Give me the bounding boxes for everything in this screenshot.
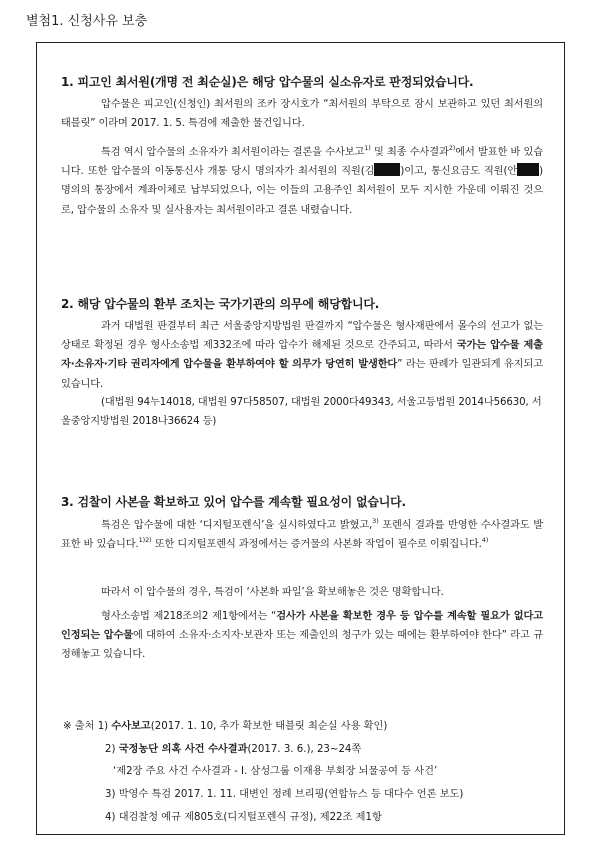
section-1-paragraph-2: 특검 역시 압수물의 소유자가 최서원이라는 결론을 수사보고$^{1)}$ 및 최종 수사결과$^{2)}$에서 발표한 바 있습니다. 또한 압수물의 이동통신사 개통 당시 명의자가 최서원의 직원(김 )이고, 통신요금도 직원(안 ) 명의의 통장에서 계좌이체로 납부되었으나, 이는 이들의 고용주인 최서원이 모두 지시한 가운데 이뤄진 것으로, 압수물의 소유자 및 실사용자는 최서원이라고 결론 내렸습니다. — [61, 144, 544, 216]
section-2-heading: 2. 해당 압수물의 환부 조치는 국가기관의 의무에 해당합니다. — [61, 297, 380, 311]
section-2-citations: (대법원 94누14018, 대법원 97다58507, 대법원 2000다49343, 서울고등법원 2014나56630, 서울중앙지방법원 2018나36624 등) — [61, 397, 542, 428]
note-3: 3) 박영수 특검 2017. 1. 11. 대변인 정례 브리핑(연합뉴스 등 대다수 언론 보도) — [105, 789, 464, 800]
section-1-heading: 1. 피고인 최서원(개명 전 최순실)은 해당 압수물의 실소유자로 판정되었습니다. — [61, 75, 474, 89]
note-1: ※ 출처 1) 수사보고(2017. 1. 10, 추가 확보한 태블릿 최순실 사용 확인) — [63, 721, 388, 732]
section-1-paragraph-1: 압수물은 피고인(신청인) 최서원의 조카 장시호가 “최서원의 부탁으로 잠시 보관하고 있던 최서원의 태블릿” 이라며 2017. 1. 5. 특검에 제출한 물건입니다. — [61, 99, 543, 130]
redaction-box — [517, 163, 539, 176]
section-3-heading: 3. 검찰이 사본을 확보하고 있어 압수를 계속할 필요성이 없습니다. — [61, 495, 406, 509]
redaction-box — [374, 163, 400, 176]
section-3-paragraph-1: 특검은 압수물에 대한 ‘디지털포렌식’을 실시하였다고 밝혔고,$^{3)}$ 포렌식 결과를 반영한 수사결과도 발표한 바 있습니다.$^{1)2)}$ 또한 디지털포렌식 과정에서는 증거물의 사본화 작업이 필수로 이뤄집니다.$^{4)}$ — [61, 517, 543, 551]
note-4: 4) 대검찰청 예규 제805호(디지털포렌식 규정), 제22조 제1항 — [105, 812, 382, 823]
page-title: 별첨1. 신청사유 보충 — [26, 14, 148, 29]
document-frame — [36, 42, 565, 835]
section-2-paragraph-1: 과거 대법원 판결부터 최근 서울중앙지방법원 판결까지 “압수물은 형사재판에서 몰수의 선고가 없는 상태로 확정된 경우 형사소송법 제332조에 따라 압수가 해제된 것으로 간주되고, 따라서 국가는 압수물 제출자·소유자·기타 권리자에게 압수물을 환부하여야 할 의무가 당연히 발생한다” 라는 판례가 일관되게 유지되고 있습니다. — [61, 321, 544, 390]
section-3-paragraph-3: 형사소송법 제218조의2 제1항에서는 “검사가 사본을 확보한 경우 등 압수를 계속할 필요가 없다고 인정되는 압수물에 대하여 소유자·소지자·보관자 또는 제출인의 청구가 있는 때에는 환부하여야 한다” 라고 규정해놓고 있습니다. — [61, 611, 544, 661]
note-2: 2) 국정농단 의혹 사건 수사결과(2017. 3. 6.), 23~24쪽 — [105, 744, 362, 755]
note-2-subtitle: ‘제2장 주요 사건 수사결과 - Ⅰ. 삼성그룹 이재용 부회장 뇌물공여 등 사건’ — [113, 766, 438, 777]
section-3-paragraph-2: 따라서 이 압수물의 경우, 특검이 ‘사본화 파일’을 확보해놓은 것은 명확합니다. — [101, 587, 444, 598]
